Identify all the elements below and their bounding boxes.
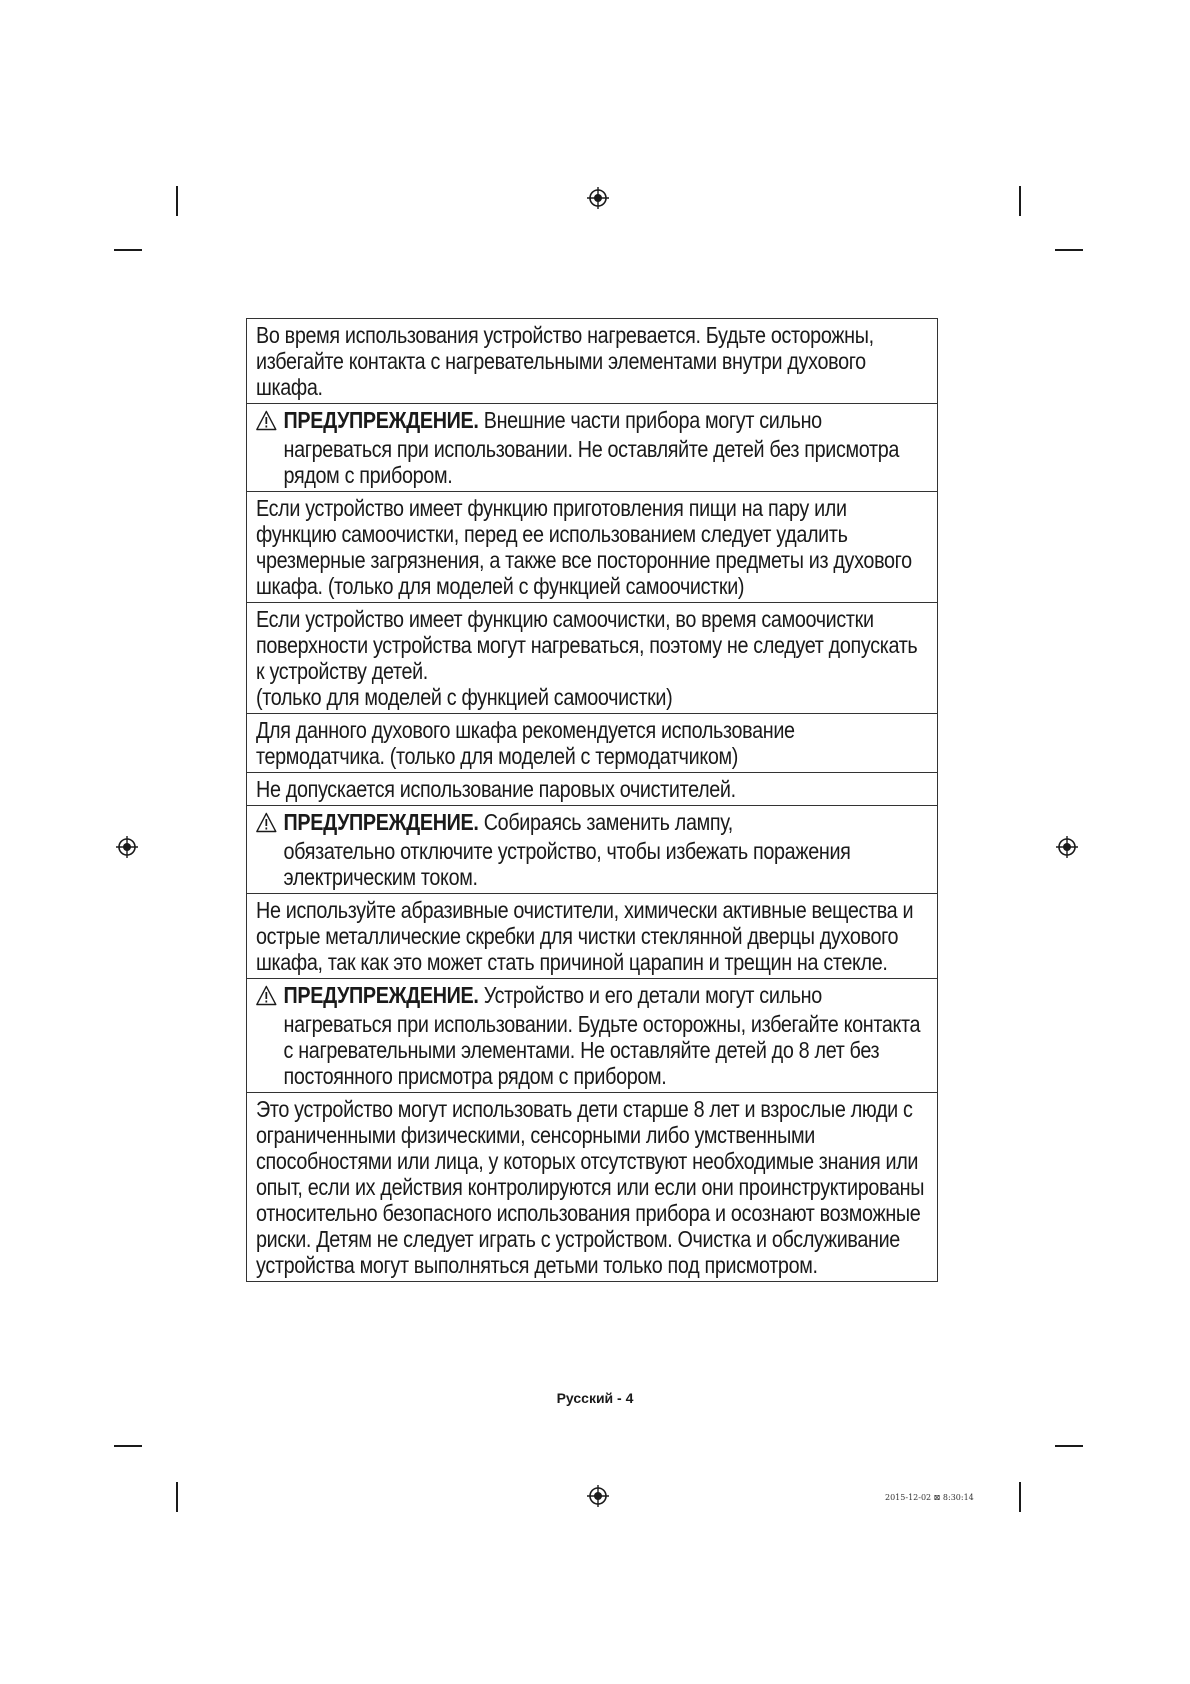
instruction-text: Если устройство имеет функцию приготовления пищи на пару или функцию самоочистки, перед ее использованием следует удалить чрезмерные загрязнения, а также все посторонние предметы из духового шкафа. (только для моделей с функцией самоочистки) [256,495,912,599]
crop-mark [1019,186,1021,216]
registration-mark-icon [116,836,138,858]
crop-mark [1055,249,1083,251]
crop-mark [114,1445,142,1447]
warning-body: нагреваться при использовании. Не оставляйте детей без присмотра рядом с прибором. [283,436,900,488]
warning-body: нагреваться при использовании. Будьте осторожны, избегайте контакта с нагревательными элементами. Не оставляйте детей до 8 лет без постоянного присмотра рядом с прибором. [283,1011,921,1089]
safety-instructions-table [246,318,938,1282]
crop-mark [114,249,142,251]
instruction-row [247,602,937,713]
instruction-text: Это устройство могут использовать дети старше 8 лет и взрослые люди с ограниченными физическими, сенсорными либо умственными способностями или лица, у которых отсутствуют необходимые знания или опыт, если их действия контролируются или если они проинструктированы относительно безопасного использования прибора и осознают возможные риски. Детям не следует играть с устройством. Очистка и обслуживание устройства могут выполняться детьми только под присмотром. [256,1096,925,1278]
crop-mark [176,1482,178,1512]
warning-row [247,403,937,491]
instruction-note: (только для моделей с функцией самоочистки) [256,684,673,710]
warning-body: обязательно отключите устройство, чтобы избежать поражения электрическим током. [283,838,851,890]
instruction-row [247,893,937,978]
instruction-row [247,319,937,403]
warning-lead: Устройство и его детали могут сильно [483,982,822,1008]
warning-title: ПРЕДУПРЕЖДЕНИЕ. [283,407,479,433]
crop-mark [176,186,178,216]
instruction-text: Для данного духового шкафа рекомендуется использование термодатчика. (только для моделей с термодатчиком) [256,717,795,769]
warning-row [247,805,937,893]
instruction-row [247,713,937,772]
instruction-row [247,1092,937,1281]
registration-mark-icon [1056,836,1078,858]
warning-title: ПРЕДУПРЕЖДЕНИЕ. [283,982,479,1008]
warning-title: ПРЕДУПРЕЖДЕНИЕ. [283,809,479,835]
warning-triangle-icon [256,812,278,838]
warning-lead: Собираясь заменить лампу, [483,809,733,835]
page-number: Русский - 4 [556,1390,634,1406]
registration-mark-icon [587,187,609,209]
instruction-text: Если устройство имеет функцию самоочистки, во время самоочистки поверхности устройства могут нагреваться, поэтому не следует допускать к устройству детей. [256,606,918,684]
crop-mark [1055,1445,1083,1447]
instruction-text: Во время использования устройство нагревается. Будьте осторожны, избегайте контакта с нагревательными элементами внутри духового шкафа. [256,322,874,400]
instruction-row [247,491,937,602]
instruction-text: Не используйте абразивные очистители, химически активные вещества и острые металлические скребки для чистки стеклянной дверцы духового шкафа, так как это может стать причиной царапин и трещин на стекле. [256,897,914,975]
instruction-text: Не допускается использование паровых очистителей. [256,776,736,802]
warning-lead: Внешние части прибора могут сильно [483,407,822,433]
print-stamp: 2015-12-02 ⊠ 8:30:14 [885,1493,974,1502]
warning-triangle-icon [256,410,278,436]
crop-mark [1019,1482,1021,1512]
registration-mark-icon [587,1485,609,1507]
warning-row [247,978,937,1092]
instruction-row [247,772,937,805]
warning-triangle-icon [256,985,278,1011]
